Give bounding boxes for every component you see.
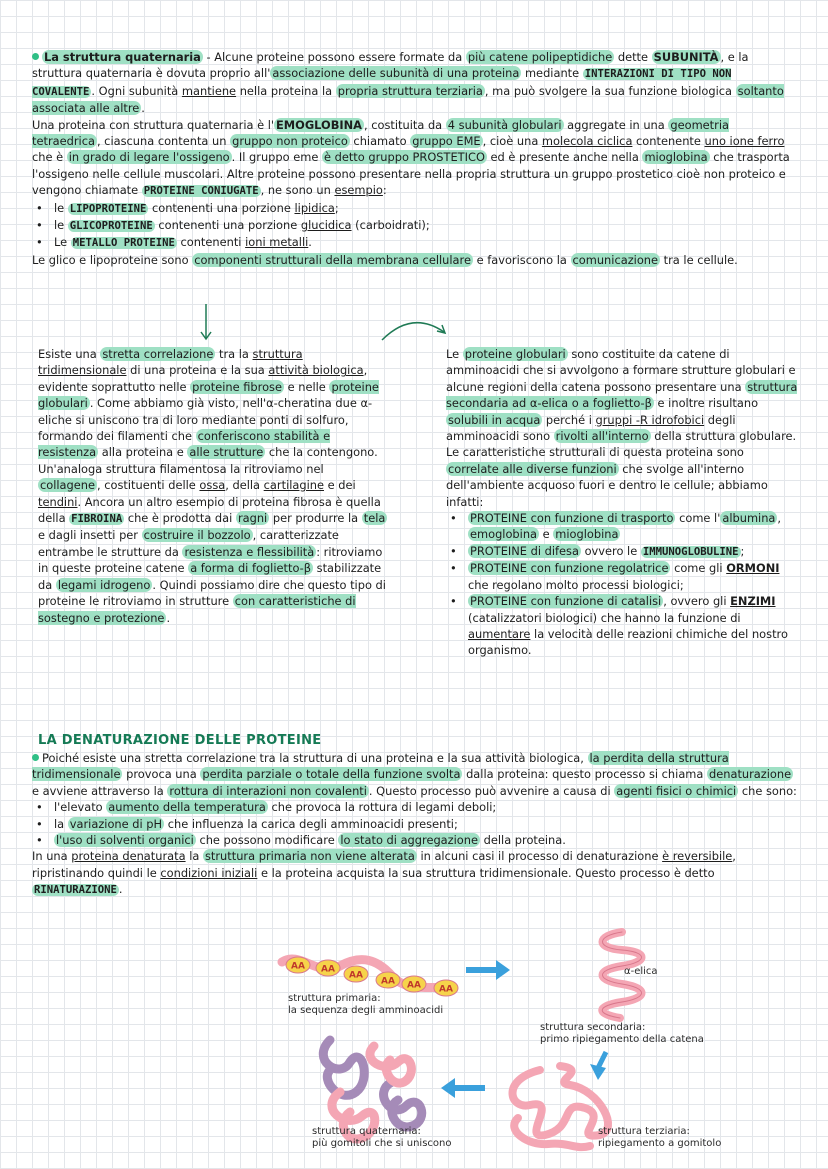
text: contenente [632,134,705,149]
text-span: ENZIMI [730,594,776,609]
text-span: (carboidrati); [351,218,430,233]
text-span: gruppi -R idrofobici [595,412,705,427]
arrow-left-icon [441,1078,485,1098]
text-span: a forma di foglietto-β [190,561,312,576]
text-span: emoglobina [470,527,538,542]
text: . [141,101,145,116]
text-span: collagene [40,478,96,493]
text-span: primo ripiegamento della catena [540,1034,704,1045]
text: . Ogni subunità [91,83,182,98]
text-span: perdita parziale o totale della funzione svolta [202,767,461,782]
text-span: ; [334,200,339,215]
text-span: . [308,235,312,250]
text-span: stabilizzate da [38,561,382,592]
text-span: LIPOPROTEINE [69,202,147,215]
text-span: IMMUNOGLOBULINE [642,545,739,558]
amino-acid-bead [344,966,368,982]
text-span: . Ancora un altro esempio di proteina fibrosa è quella della [38,494,381,526]
text-span: solubili in acqua [448,412,541,427]
term: soltanto associata alle altre [32,83,784,116]
amino-acid-bead [316,960,340,976]
term: geometria tetraedrica [32,117,729,149]
text-span: contenenti [176,235,246,250]
text-span: tendini [38,494,78,509]
text-span: con caratteristiche di sostegno e protezione [38,594,356,625]
text-span: resistenza e flessibilità [184,544,315,559]
text-span: struttura quaternaria: [312,1126,421,1137]
text: che è [32,150,67,165]
text-span: , ripristinando quindi le [32,849,736,880]
text-span: . Come abbiamo già visto, nell'α-cheratina due α-eliche si uniscono tra di loro mediante ponti di solfuro, formando dei filamenti che [38,396,373,444]
term: EMOGLOBINA [276,117,362,132]
text-span: alle strutture [189,445,264,460]
text-span: l'uso di solventi organici [56,833,194,848]
text-span: la [185,849,203,864]
text-span: denaturazione [709,767,792,782]
text-span: . [118,882,123,897]
text-span: albumina [722,511,776,526]
text-span: lipidica [294,200,335,215]
text-span: tra le cellule. [660,252,738,267]
text-span: stretta correlazione [102,347,214,361]
text: , e la struttura quaternaria è dovuta proprio all' [32,50,749,81]
text-span: provoca una [122,767,201,782]
tertiary-structure-label [598,1126,721,1150]
amino-acid-label: AA [439,984,453,995]
term: è detto gruppo PROSTETICO [323,150,485,165]
text-span: componenti strutturali della membrana cellulare [194,252,471,267]
text-span: la velocità delle reazioni chimiche del nostro organismo. [468,626,788,658]
text-span: . [166,610,171,625]
text-span: che la contengono. Un'analoga struttura filamentosa la ritroviamo nel [38,445,378,476]
term: più catene polipeptidiche [467,50,613,64]
text-span: lo stato di aggregazione [340,833,478,848]
quaternary-structure-aggregate [323,1040,421,1139]
text-span: struttura primaria non viene alterata [204,849,415,864]
primary-structure-label [288,993,443,1017]
text-span: Le caratteristiche strutturali di questa proteina sono [446,445,744,460]
text-span: Esiste una [38,347,101,361]
text-span: ioni metalli [245,235,309,250]
text: , costituita da [363,117,446,132]
text-span: che influenza la carica degli amminoacidi presenti; [164,816,458,831]
text-span: le [54,218,68,233]
text-span: per produrre la [269,511,362,526]
text: nella proteina la [236,83,336,98]
term: INTERAZIONI DI TIPO NON COVALENTE [32,68,732,98]
text-span: e favoriscono la [472,252,571,267]
term: associazione delle subunità di una proteina [272,66,520,81]
text-span: legami idrogeno [57,577,151,592]
text-span: GLICOPROTEINE [69,220,153,233]
secondary-structure-label [540,1022,704,1046]
text-span: ; [740,543,745,558]
text-span: condizioni iniziali [160,865,258,880]
text: Una proteina con struttura quaternaria è l' [32,117,275,132]
text-span: : ritroviamo in queste proteine catene [38,544,383,576]
alpha-helix-label: α-elica [624,966,658,977]
text-span: l'elevato [54,800,107,815]
text-span: struttura tridimensionale [38,347,303,378]
text-span: variazione di pH [69,816,163,831]
text-span: proteine globulari [38,379,379,411]
term: mioglobina [644,150,708,165]
text-span: struttura primaria: [288,993,381,1004]
text-span: cartilagine [263,478,324,493]
amino-acid-label: AA [349,970,363,981]
text-span: RINATURAZIONE [34,884,117,897]
text-span: . Questo processo può avvenire a causa di [368,783,615,798]
text-span: che svolge all'interno dell'ambiente acquoso fuori e dentro le cellule; abbiamo infatti: [446,461,768,509]
text-span: più gomitoli che si uniscono [312,1138,452,1149]
text-span: ovvero le [580,543,641,558]
text-span: , della [225,478,264,493]
text-span: della struttura globulare. [650,429,797,444]
text-span: , caratterizzate entrambe le strutture da [38,528,339,559]
term: gruppo non proteico [232,134,348,149]
underlined-text: molecola ciclica [541,134,633,149]
term: in grado di legare l'ossigeno [68,150,230,165]
amino-acid-label: AA [321,964,335,975]
text-span: PROTEINE con funzione regolatrice [470,561,669,576]
text: chiamato [349,134,411,149]
text-span: come gli [670,561,727,576]
text-span: alla proteina e [98,445,188,460]
text-span: FIBROINA [71,513,123,526]
term: 4 subunità globulari [447,117,562,132]
text-span: aumento della temperatura [108,800,266,815]
term: La struttura quaternaria [44,50,201,64]
tertiary-structure-globule [513,1066,609,1147]
text-span: conferiscono stabilità e resistenza [38,429,331,460]
text-span: sono costituite da catene di amminoacidi che si avvolgono a formare strutture globulari e alcune regioni della catena possono presentare una [446,347,796,394]
text-span: degli amminoacidi sono [446,412,736,444]
text-span: le [54,200,68,215]
text-span: ripiegamento a gomitolo [598,1138,722,1149]
text-span: PROTEINE con funzione di trasporto [470,511,674,526]
text-span: ragni [237,511,268,526]
text-span: agenti fisici o chimici [616,783,737,798]
text-span: . Quindi possiamo dire che questo tipo di proteine le ritroviamo in strutture [38,577,386,609]
text-span: che è prodotta dai [124,511,236,526]
amino-acid-bead [286,957,310,973]
text: , cioè una [482,134,542,149]
text-span: che provoca la rottura di legami deboli; [267,800,497,815]
text: , ne sono un [260,183,335,198]
text-span: glucidica [300,218,352,233]
text-span: Le [54,235,71,250]
text-span: e avviene attraverso la [32,783,168,798]
text-span: ossa [199,478,226,493]
text-span: la [54,816,68,831]
text-span: METALLO PROTEINE [72,237,175,250]
text-span: proteine globulari [464,347,566,361]
text-span: Le glico e lipoproteine sono [32,252,193,267]
amino-acid-bead [402,976,426,992]
text-span: la sequenza degli amminoacidi [288,1005,444,1016]
text: , ma può svolgere la sua funzione biologica [484,83,736,98]
text-span: In una [32,849,72,864]
text: . Il gruppo eme [231,150,322,165]
text-span: struttura secondaria ad α-elica o a foglietto-β [446,379,798,411]
text-span: e dagli insetti per [38,528,142,543]
text-span: tra la [215,347,253,361]
text-span: rottura di interazioni non covalenti [169,783,367,798]
text-span: la perdita della struttura tridimensionale [32,751,729,782]
text-span: e nelle [284,379,330,394]
text: che trasporta l'ossigeno nelle cellule muscolari. Altre proteine possono presentare nella propria struttura un gruppo prostetico cioè non proteico e vengono chiamate [32,150,790,198]
text-span: (catalizzatori biologici) che hanno la funzione di [468,610,741,625]
text-span: della proteina. [480,833,566,848]
text-span: dalla proteina: questo processo si chiama [462,767,707,782]
text-span: contenenti una porzione [148,200,295,215]
text-span: , evidente soprattutto nelle [38,363,368,394]
text-span: Poiché esiste una stretta correlazione tra la struttura di una proteina e la sua attività biologica, [42,751,588,765]
text-span: comunicazione [572,252,659,267]
text-span: rivolti all'interno [555,429,649,444]
text-span: costruire il bozzolo [143,528,251,543]
text-span: che regolano molto processi biologici; [468,577,684,592]
text-span: come l' [675,511,721,526]
amino-acid-label: AA [407,980,421,991]
text-span: mioglobina [555,527,619,542]
text-span: tela [363,511,386,526]
text-span: struttura secondaria: [540,1022,646,1033]
underlined-text: esempio [334,183,383,198]
term: gruppo EME [412,134,481,149]
text-span: e la proteina acquista la sua struttura tridimensionale. Questo processo è detto [257,865,715,880]
arrow-down-icon [590,1052,606,1080]
amino-acid-label: AA [291,961,305,972]
text-span: struttura terziaria: [598,1126,690,1137]
text-span: PROTEINE con funzione di catalisi [470,594,662,609]
term: SUBUNITÀ [653,50,719,64]
text-span: che possono modificare [195,833,339,848]
text: mediante [521,66,583,81]
text-span: è reversibile [662,849,733,864]
text-span: attività biologica [268,363,364,378]
text: dette [614,50,652,64]
text: aggregate in una [563,117,669,132]
text-span: , [777,511,782,526]
text-span: e dei [324,478,356,493]
denaturation-heading: LA DENATURAZIONE DELLE PROTEINE [38,733,322,748]
term: PROTEINE CONIUGATE [143,185,259,198]
text: : [382,183,387,198]
text-span: e inoltre risultano [653,396,759,411]
underlined-text: mantiene [181,83,237,98]
text-span: perché i [542,412,596,427]
text-span: , costituenti delle [97,478,200,493]
text-span: e [539,527,554,542]
text-span: Le [446,347,463,361]
text-span: contenenti una porzione [154,218,301,233]
text-span: PROTEINE di difesa [470,543,579,558]
text-span: proteine fibrose [192,379,282,394]
arrow-right-icon [466,960,510,980]
text: - Alcune proteine possono essere formate da [202,50,466,64]
text: ed è presente anche nella [486,150,643,165]
text-span: aumentare [468,626,531,641]
underlined-text: uno ione ferro [704,134,785,149]
text-span: che sono: [738,783,797,798]
text-span: ORMONI [726,561,780,576]
text: , ciascuna contenta un [96,134,231,149]
amino-acid-label: AA [381,976,395,987]
text-span: correlate alle diverse funzioni [448,461,617,476]
text-span: di una proteina e la sua [126,363,269,378]
text-span: proteina denaturata [71,849,186,864]
text-span: in alcuni casi il processo di denaturazione [416,849,663,864]
text-span: , ovvero gli [663,594,731,609]
term: propria struttura terziaria [337,83,483,98]
amino-acid-bead [376,972,400,988]
quaternary-structure-label [312,1126,451,1150]
